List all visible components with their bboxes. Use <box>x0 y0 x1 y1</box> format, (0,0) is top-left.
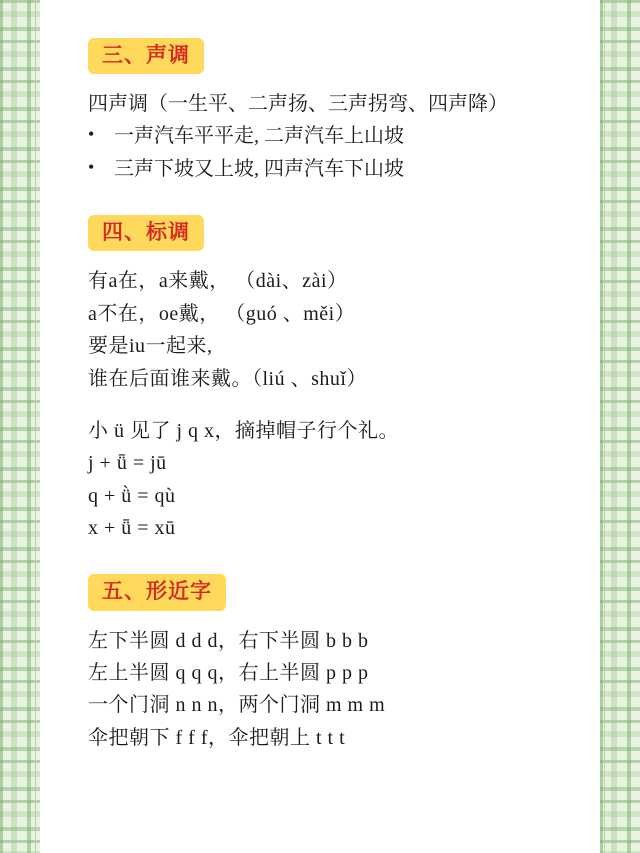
shape-line-4: 伞把朝下 f f f，伞把朝上 t t t <box>88 726 346 749</box>
section-mark <box>88 215 568 544</box>
section-tone <box>88 38 568 185</box>
tone-line-1: 四声调（一生平、二声扬、三声拐弯、四声降） <box>88 93 508 116</box>
bullet-icon: • <box>88 124 95 145</box>
spacer <box>88 395 568 415</box>
section-shape <box>88 574 568 754</box>
bullet-icon: • <box>88 156 95 177</box>
tone-bullet-2-text: 三声下坡又上坡, 四声汽车下山坡 <box>114 157 404 180</box>
shape-line-3: 一个门洞 n n n，两个门洞 m m m <box>88 694 386 717</box>
mark-line-6: j + ǖ = jū <box>88 452 167 475</box>
section-heading-shape: 五、形近字 <box>88 574 226 610</box>
section-heading-mark: 四、标调 <box>88 215 204 251</box>
left-border-rule <box>35 0 36 853</box>
spacer <box>88 548 568 574</box>
decorative-right-border <box>600 0 640 853</box>
document-content <box>48 0 592 853</box>
mark-line-1: 有a在，a来戴， （dài、zài） <box>88 270 348 293</box>
mark-line-3: 要是iu一起来, <box>88 335 213 358</box>
mark-line-2: a不在，oe戴， （guó 、měi） <box>88 302 356 325</box>
section-heading-tone: 三、声调 <box>88 38 204 74</box>
mark-line-8: x + ǖ = xū <box>88 517 176 540</box>
tone-bullet-2 <box>88 153 568 185</box>
shape-line-2: 左上半圆 q q q，右上半圆 p p p <box>88 661 369 684</box>
tone-bullet-1-text: 一声汽车平平走, 二声汽车上山坡 <box>114 125 404 148</box>
mark-line-7: q + ǜ = qù <box>88 484 176 507</box>
tone-bullet-1 <box>88 120 568 152</box>
mark-line-5: 小 ü 见了 j q x，摘掉帽子行个礼。 <box>88 419 400 442</box>
decorative-left-border <box>0 0 40 853</box>
right-border-rule <box>604 0 605 853</box>
shape-line-1: 左下半圆 d d d，右下半圆 b b b <box>88 629 369 652</box>
mark-line-4: 谁在后面谁来戴。（liú 、shuǐ） <box>88 367 367 390</box>
spacer <box>88 189 568 215</box>
